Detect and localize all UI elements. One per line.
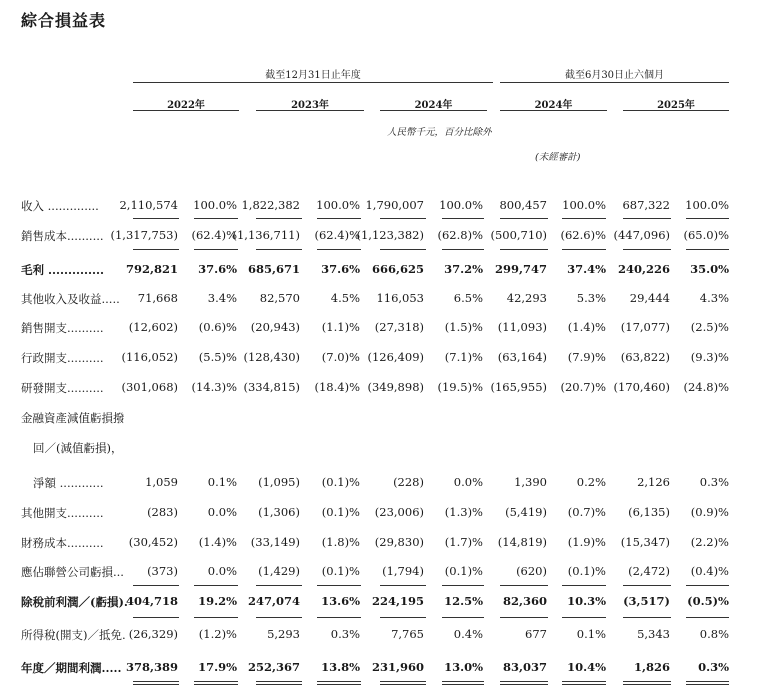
percent-cell: (65.0)% — [683, 228, 729, 242]
six-months-group-header: 截至6月30日止六個月 — [564, 70, 665, 81]
total-double-rule — [562, 684, 606, 685]
subtotal-rule — [623, 218, 671, 219]
percent-cell: 35.0% — [690, 262, 729, 276]
subtotal-rule — [623, 249, 671, 250]
year-header: 2025年 — [657, 100, 695, 111]
subtotal-rule — [442, 617, 484, 618]
amount-cell: (126,409) — [367, 350, 424, 364]
subtotal-rule — [194, 218, 238, 219]
percent-cell: 4.5% — [330, 291, 360, 305]
percent-cell: 5.3% — [576, 291, 606, 305]
subtotal-rule — [500, 249, 548, 250]
subtotal-rule — [380, 218, 426, 219]
row-label: 回／(減值虧損)， — [33, 441, 123, 455]
percent-cell: (1.4)% — [567, 320, 606, 334]
subtotal-rule — [442, 249, 484, 250]
unaudited-note: (未經審計) — [535, 152, 581, 163]
amount-cell: (334,815) — [243, 380, 300, 394]
percent-cell: (9.3)% — [690, 350, 729, 364]
amount-cell: 7,765 — [391, 627, 424, 641]
year-header: 2022年 — [167, 100, 205, 111]
amount-cell: 1,822,382 — [241, 198, 300, 212]
percent-cell: (7.0)% — [321, 350, 360, 364]
percent-cell: (1.3)% — [444, 505, 483, 519]
subtotal-rule — [686, 218, 729, 219]
subtotal-rule — [500, 585, 548, 586]
percent-cell: (1.5)% — [444, 320, 483, 334]
percent-cell: 12.5% — [444, 594, 483, 608]
percent-cell: (1.8)% — [321, 535, 360, 549]
amount-cell: (1,794) — [382, 564, 424, 578]
amount-cell: (23,006) — [374, 505, 424, 519]
amount-cell: (1,429) — [258, 564, 300, 578]
percent-cell: (20.7)% — [560, 380, 606, 394]
amount-cell: 1,059 — [145, 475, 178, 489]
percent-cell: 4.3% — [699, 291, 729, 305]
percent-cell: (1.7)% — [444, 535, 483, 549]
year-header: 2023年 — [291, 100, 329, 111]
subtotal-rule — [686, 617, 729, 618]
amount-cell: (373) — [147, 564, 178, 578]
total-double-rule — [380, 681, 426, 682]
percent-cell: 0.0% — [453, 475, 483, 489]
amount-cell: (228) — [393, 475, 424, 489]
amount-cell: 247,074 — [247, 594, 300, 608]
amount-cell: (20,943) — [250, 320, 300, 334]
year-header-rule — [623, 110, 729, 111]
subtotal-rule — [623, 617, 671, 618]
percent-cell: 100.0% — [316, 198, 360, 212]
amount-cell: 29,444 — [629, 291, 670, 305]
percent-cell: (0.1)% — [321, 505, 360, 519]
percent-cell: (0.1)% — [321, 564, 360, 578]
row-label: 行政開支.......... — [21, 351, 104, 365]
percent-cell: (0.1)% — [321, 475, 360, 489]
amount-cell: 792,821 — [125, 262, 178, 276]
amount-cell: (26,329) — [128, 627, 178, 641]
percent-cell: (2.5)% — [690, 320, 729, 334]
row-label: 銷售開支.......... — [21, 321, 104, 335]
percent-cell: 100.0% — [439, 198, 483, 212]
total-double-rule — [256, 684, 302, 685]
percent-cell: 37.4% — [567, 262, 606, 276]
amount-cell: 800,457 — [499, 198, 547, 212]
percent-cell: 10.4% — [567, 660, 606, 674]
amount-cell: 5,293 — [267, 627, 300, 641]
amount-cell: (1,123,382) — [356, 228, 424, 242]
percent-cell: 37.6% — [198, 262, 237, 276]
subtotal-rule — [686, 585, 729, 586]
amount-cell: 299,747 — [494, 262, 547, 276]
percent-cell: 100.0% — [685, 198, 729, 212]
percent-cell: 0.3% — [698, 660, 729, 674]
amount-cell: 1,826 — [633, 660, 670, 674]
amount-cell: 404,718 — [125, 594, 178, 608]
subtotal-rule — [133, 585, 179, 586]
percent-cell: (0.4)% — [690, 564, 729, 578]
row-label: 銷售成本.......... — [21, 229, 104, 243]
subtotal-rule — [317, 249, 361, 250]
total-double-rule — [500, 681, 548, 682]
row-label: 其他開支.......... — [21, 506, 104, 520]
total-double-rule — [317, 681, 361, 682]
amount-cell: 2,126 — [637, 475, 670, 489]
percent-cell: (18.4)% — [314, 380, 360, 394]
subtotal-rule — [133, 249, 179, 250]
percent-cell: (1.1)% — [321, 320, 360, 334]
amount-cell: (33,149) — [250, 535, 300, 549]
percent-cell: (0.7)% — [567, 505, 606, 519]
subtotal-rule — [256, 249, 302, 250]
row-label: 其他收入及收益..... — [21, 292, 120, 306]
subtotal-rule — [317, 617, 361, 618]
amount-cell: (27,318) — [374, 320, 424, 334]
total-double-rule — [562, 681, 606, 682]
percent-cell: 100.0% — [562, 198, 606, 212]
total-double-rule — [133, 684, 179, 685]
subtotal-rule — [133, 218, 179, 219]
percent-cell: 0.0% — [207, 505, 237, 519]
percent-cell: (62.4)% — [314, 228, 360, 242]
percent-cell: 0.3% — [330, 627, 360, 641]
percent-cell: 100.0% — [193, 198, 237, 212]
subtotal-rule — [194, 617, 238, 618]
row-label: 淨額 ............ — [33, 476, 104, 490]
subtotal-rule — [256, 218, 302, 219]
subtotal-rule — [442, 585, 484, 586]
amount-cell: (11,093) — [497, 320, 547, 334]
amount-cell: 666,625 — [371, 262, 424, 276]
total-double-rule — [317, 684, 361, 685]
amount-cell: (620) — [516, 564, 547, 578]
percent-cell: (14.3)% — [191, 380, 237, 394]
subtotal-rule — [500, 218, 548, 219]
total-double-rule — [623, 681, 671, 682]
amount-cell: 687,322 — [622, 198, 670, 212]
amount-cell: (170,460) — [613, 380, 670, 394]
total-double-rule — [442, 684, 484, 685]
percent-cell: 13.0% — [444, 660, 483, 674]
amount-cell: (116,052) — [121, 350, 178, 364]
subtotal-rule — [500, 617, 548, 618]
subtotal-rule — [194, 585, 238, 586]
percent-cell: (1.2)% — [198, 627, 237, 641]
subtotal-rule — [133, 617, 179, 618]
total-double-rule — [256, 681, 302, 682]
unit-note: 人民幣千元，百分比除外 — [387, 127, 492, 138]
amount-cell: 82,360 — [502, 594, 547, 608]
amount-cell: (63,822) — [620, 350, 670, 364]
percent-cell: (0.6)% — [198, 320, 237, 334]
row-label: 應佔聯營公司虧損... — [21, 565, 124, 579]
year-header-rule — [500, 110, 607, 111]
percent-cell: (1.9)% — [567, 535, 606, 549]
row-label: 財務成本.......... — [21, 536, 104, 550]
subtotal-rule — [256, 585, 302, 586]
subtotal-rule — [562, 585, 606, 586]
percent-cell: 0.1% — [576, 627, 606, 641]
percent-cell: (62.8)% — [437, 228, 483, 242]
total-double-rule — [500, 684, 548, 685]
page-title: 綜合損益表 — [21, 11, 107, 30]
amount-cell: (2,472) — [628, 564, 670, 578]
subtotal-rule — [317, 218, 361, 219]
row-label: 收入 .............. — [21, 199, 99, 213]
amount-cell: 240,226 — [617, 262, 670, 276]
percent-cell: (62.6)% — [560, 228, 606, 242]
total-double-rule — [194, 681, 238, 682]
amount-cell: (14,819) — [497, 535, 547, 549]
subtotal-rule — [317, 585, 361, 586]
amount-cell: 224,195 — [371, 594, 424, 608]
amount-cell: (5,419) — [505, 505, 547, 519]
percent-cell: (62.4)% — [191, 228, 237, 242]
percent-cell: (24.8)% — [683, 380, 729, 394]
amount-cell: (17,077) — [620, 320, 670, 334]
amount-cell: 82,570 — [259, 291, 300, 305]
amount-cell: (1,095) — [258, 475, 300, 489]
amount-cell: 42,293 — [506, 291, 547, 305]
percent-cell: (19.5)% — [437, 380, 483, 394]
year-header: 2024年 — [534, 100, 573, 111]
total-double-rule — [623, 684, 671, 685]
percent-cell: (7.1)% — [444, 350, 483, 364]
amount-cell: (63,164) — [497, 350, 547, 364]
percent-cell: (7.9)% — [567, 350, 606, 364]
amount-cell: 116,053 — [376, 291, 424, 305]
percent-cell: 37.2% — [444, 262, 483, 276]
amount-cell: 5,343 — [637, 627, 670, 641]
subtotal-rule — [380, 617, 426, 618]
amount-cell: (349,898) — [367, 380, 424, 394]
percent-cell: 37.6% — [321, 262, 360, 276]
amount-cell: 2,110,574 — [119, 198, 178, 212]
six-months-group-rule — [500, 82, 729, 83]
annual-group-header: 截至12月31日止年度 — [265, 70, 361, 81]
total-double-rule — [442, 681, 484, 682]
amount-cell: 83,037 — [502, 660, 547, 674]
percent-cell: 6.5% — [453, 291, 483, 305]
year-header: 2024年 — [414, 100, 453, 111]
percent-cell: 0.4% — [453, 627, 483, 641]
percent-cell: 10.3% — [567, 594, 606, 608]
subtotal-rule — [194, 249, 238, 250]
amount-cell: (6,135) — [628, 505, 670, 519]
amount-cell: (447,096) — [613, 228, 670, 242]
subtotal-rule — [562, 218, 606, 219]
percent-cell: (1.4)% — [198, 535, 237, 549]
percent-cell: 17.9% — [198, 660, 237, 674]
subtotal-rule — [380, 585, 426, 586]
row-label: 所得稅(開支)／抵免. — [21, 628, 126, 642]
percent-cell: (5.5)% — [198, 350, 237, 364]
percent-cell: 0.8% — [699, 627, 729, 641]
amount-cell: 231,960 — [371, 660, 424, 674]
percent-cell: 0.3% — [699, 475, 729, 489]
row-label: 除稅前利潤／(虧損). — [21, 595, 128, 609]
subtotal-rule — [442, 218, 484, 219]
subtotal-rule — [623, 585, 671, 586]
amount-cell: (500,710) — [490, 228, 547, 242]
row-label: 毛利 .............. — [21, 263, 105, 277]
amount-cell: 677 — [525, 627, 547, 641]
total-double-rule — [133, 681, 179, 682]
amount-cell: 378,389 — [125, 660, 178, 674]
subtotal-rule — [562, 617, 606, 618]
subtotal-rule — [562, 249, 606, 250]
amount-cell: 252,367 — [247, 660, 300, 674]
amount-cell: (1,306) — [258, 505, 300, 519]
subtotal-rule — [380, 249, 426, 250]
amount-cell: (165,955) — [490, 380, 547, 394]
year-header-rule — [256, 110, 364, 111]
amount-cell: (1,317,753) — [110, 228, 178, 242]
row-label: 年度／期間利潤..... — [21, 661, 122, 675]
annual-group-rule — [133, 82, 493, 83]
total-double-rule — [686, 684, 729, 685]
percent-cell: 13.8% — [321, 660, 360, 674]
year-header-rule — [133, 110, 239, 111]
percent-cell: 13.6% — [321, 594, 360, 608]
amount-cell: (301,068) — [121, 380, 178, 394]
percent-cell: (0.1)% — [444, 564, 483, 578]
amount-cell: 685,671 — [247, 262, 300, 276]
percent-cell: 0.2% — [576, 475, 606, 489]
subtotal-rule — [256, 617, 302, 618]
percent-cell: (2.2)% — [690, 535, 729, 549]
amount-cell: (128,430) — [243, 350, 300, 364]
amount-cell: (15,347) — [620, 535, 670, 549]
amount-cell: (3,517) — [623, 594, 670, 608]
year-header-rule — [380, 110, 487, 111]
total-double-rule — [194, 684, 238, 685]
amount-cell: (12,602) — [128, 320, 178, 334]
amount-cell: 1,390 — [514, 475, 547, 489]
percent-cell: 0.1% — [207, 475, 237, 489]
percent-cell: (0.5)% — [687, 594, 729, 608]
percent-cell: 0.0% — [207, 564, 237, 578]
subtotal-rule — [686, 249, 729, 250]
total-double-rule — [380, 684, 426, 685]
row-label: 金融資產減值虧損撥 — [21, 411, 125, 425]
amount-cell: 1,790,007 — [365, 198, 424, 212]
percent-cell: (0.1)% — [567, 564, 606, 578]
amount-cell: (30,452) — [128, 535, 178, 549]
row-label: 研發開支.......... — [21, 381, 104, 395]
amount-cell: 71,668 — [137, 291, 178, 305]
amount-cell: (29,830) — [374, 535, 424, 549]
percent-cell: 19.2% — [198, 594, 237, 608]
amount-cell: (1,136,711) — [232, 228, 300, 242]
amount-cell: (283) — [147, 505, 178, 519]
percent-cell: (0.9)% — [690, 505, 729, 519]
total-double-rule — [686, 681, 729, 682]
percent-cell: 3.4% — [207, 291, 237, 305]
